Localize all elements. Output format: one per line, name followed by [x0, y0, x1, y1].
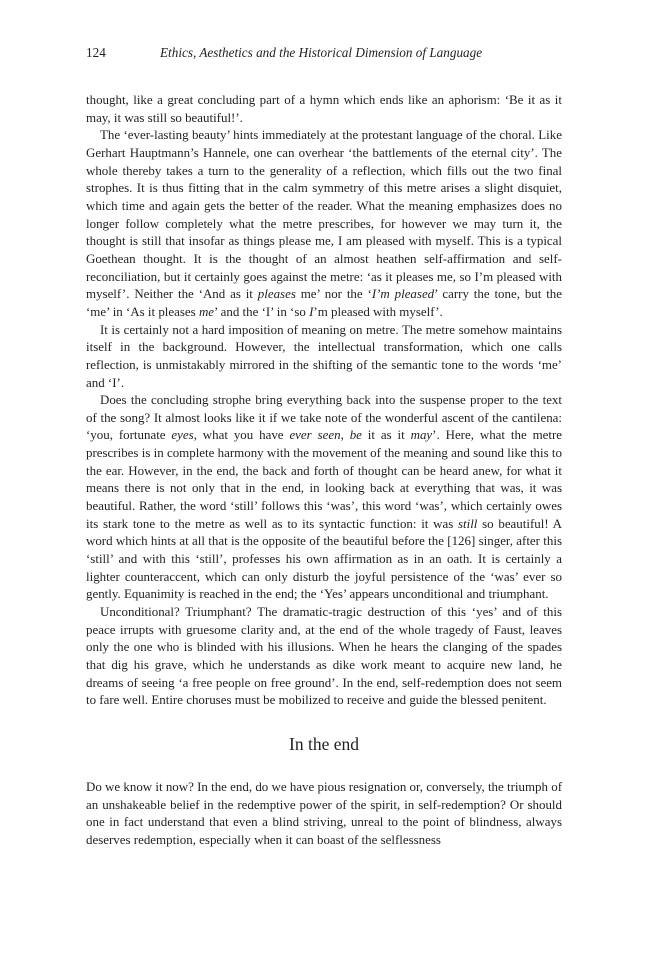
running-title: Ethics, Aesthetics and the Historical Dimension of Language	[160, 45, 483, 60]
italic-text: may	[410, 427, 433, 443]
text-run: so beautiful! A word which hints at all that is the opposite of the beautiful before the [126] singer, after this ‘still’ and with this ‘still’, professes his own affirmation as in an oath. It is certainly a lighter counteraccent, which can only disturb the joyful persistence of the ‘was’ ever so gently. Equanimity is reached in the end; the ‘Yes’ appears unconditional and triumphant.	[86, 515, 562, 602]
paragraph	[86, 126, 562, 320]
italic-text: pleases	[257, 286, 296, 302]
text-run: Does the concluding strophe bring everything back into the suspense proper to the text of the song? It almost looks like it if we take note of the wonderful ascent of the cantilena: ‘you, fortunate	[86, 392, 562, 443]
text-run: Do we know it now? In the end, do we have pious resignation or, conversely, the triumph of an unshakeable belief in the redemptive power of the spirit, in self-redemption? Or should one in fact understand that even a blind striving, unreal to the point of blindness, always deserves redemption, especially when it can boast of the selflessness	[86, 778, 562, 847]
text-run: ’m pleased with myself’.	[313, 303, 443, 319]
italic-text: be	[349, 427, 362, 443]
body-text	[86, 91, 562, 849]
text-run: ’ carry the tone, but the ‘me’ in ‘As it pleases	[86, 286, 563, 319]
italic-text: me	[198, 303, 215, 319]
page-number: 124	[86, 45, 106, 60]
text-run: me’ nor the ‘	[295, 286, 372, 302]
paragraph	[86, 391, 562, 603]
running-head	[86, 44, 562, 62]
paragraph	[86, 603, 562, 709]
text-run: Unconditional? Triumphant? The dramatic-tragic destruction of this ‘yes’ and of this peace irrupts with gruesome clarity and, at the end of the whole tragedy of Faust, leaves only the one who is blinded with his illusions. When he hears the clanging of the spades that dig his grave, which he understands as dike work meant to acquire new land, he dreams of seeing ‘a free people on free ground’. In the end, self-redemption does not seem to fare well. Entire choruses must be mobilized to receive and guide the blessed penitent.	[86, 604, 562, 708]
italic-text: I	[309, 303, 314, 319]
paragraph	[86, 91, 562, 126]
text-run: It is certainly not a hard imposition of meaning on metre. The metre somehow maintains itself in the background. However, the intellectual transformation, which one calls reflection, is unmistakably mirrored in the shifting of the semantic tone to the words ‘me’ and ‘I’.	[86, 321, 562, 390]
paragraph	[86, 321, 562, 392]
text-run: , what you have	[193, 427, 290, 443]
text-run: ,	[340, 427, 350, 443]
paragraph	[86, 778, 562, 849]
text-run: The ‘ever-lasting beauty’ hints immediately at the protestant language of the choral. Like Gerhart Hauptmann’s Hannele, one can overhear ‘the battlements of the eternal city’. The whole thereby takes a turn to the generality of a reflection, which fills out the two final strophes. It is thus fitting that in the calm symmetry of this metre arises a slight disquiet, which time and again gets the better of the reader. What the meaning emphasizes does no longer follow completely what the metre prescribes, for however we may turn it, the thought is still that insofar as things please me, I am pleased with myself. This is a typical Goethean thought. It is the thought of an almost heathen self-affirmation and self-reconciliation, but it certainly goes against the metre: ‘as it pleases me, so I’m pleased with myself’. Neither the ‘And as it	[86, 127, 562, 302]
italic-text: I’m pleased	[371, 286, 435, 302]
text-run: ’. Here, what the metre prescribes is in complete harmony with the movement of the meaning and sound like this to the ear. However, in the end, the back and forth of thought can be heard anew, for what it means there is not only that in the end, in looking back at everything that was, it was beautiful. Rather, the word ‘still’ follows this ‘was’, this word ‘was’, which certainly owes its stark tone to the metre as well as to its syntactic function: it was	[86, 427, 563, 531]
italic-text: still	[457, 515, 478, 531]
text-run: thought, like a great concluding part of a hymn which ends like an aphorism: ‘Be it as it may, it was still so beautiful!’.	[86, 92, 562, 125]
italic-text: ever seen	[289, 427, 341, 443]
book-page	[86, 44, 562, 849]
text-run: it as it	[361, 427, 411, 443]
italic-text: eyes	[171, 427, 194, 443]
text-run: ’ and the ‘I’ in ‘so	[214, 303, 310, 319]
section-heading: In the end	[289, 733, 359, 754]
